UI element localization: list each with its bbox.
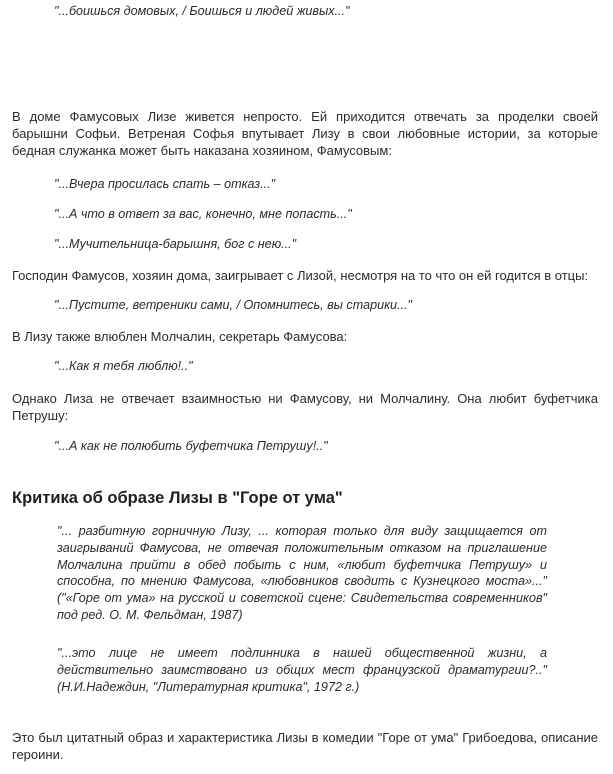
quote-bufetchik: "...А как не полюбить буфетчика Петрушу!.." [54, 439, 328, 453]
paragraph-petrusha: Однако Лиза не отвечает взаимностью ни Фамусову, ни Молчалину. Она любит буфетчика Петрушу: [12, 391, 598, 423]
critique-quote-feldman: "... разбитную горничную Лизу, ... которая только для виду защищается от заигрываний Фамусова, не отвечая положительным отказом на приглашение Молчалина прийти в обед побыть с ним, «любит буфетчика Петрушу» и способна, по мнению Фамусова, «любовников сводить с Кузнецкого моста»..." ("«Горе от ума» на русской и советской сцене: Свидетельства современников" под ред. О. М. Фельдман, 1987) [57, 524, 547, 622]
quote-domovykh: "...боишься домовых, / Боишься и людей живых..." [54, 4, 350, 18]
quote-pustite: "...Пустите, ветреники сами, / Опомнитесь, вы старики..." [54, 298, 412, 312]
paragraph-famusov-house: В доме Фамусовых Лизе живется непросто. Ей приходится отвечать за проделки своей барышни Софьи. Ветреная Софья впутывает Лизу в свои любовные истории, за которые бедная служанка может быть наказана хозяином, Фамусовым: [12, 109, 598, 158]
paragraph-famusov-flirts: Господин Фамусов, хозяин дома, заигрывает с Лизой, несмотря на то что он ей годится в отцы: [12, 268, 589, 283]
quote-muchitelnitsa: "...Мучительница-барышня, бог с нею..." [54, 237, 297, 251]
critique-heading: Критика об образе Лизы в "Горе от ума" [12, 489, 343, 507]
quote-vchera: "...Вчера просилась спать – отказ..." [54, 177, 276, 191]
quote-v-otvet: "...А что в ответ за вас, конечно, мне попасть..." [54, 207, 352, 221]
paragraph-conclusion: Это был цитатный образ и характеристика Лизы в комедии "Горе от ума" Грибоедова, описание героини. [12, 730, 598, 762]
paragraph-molchalin: В Лизу также влюблен Молчалин, секретарь Фамусова: [12, 329, 348, 344]
quote-kak-ya-lyublyu: "...Как я тебя люблю!.." [54, 359, 193, 373]
critique-quote-nadezhdin: "...это лице не имеет подлинника в нашей общественной жизни, а действительно заимствовано из общих мест французской драматургии?.." (Н.И.Надеждин, "Литературная критика", 1972 г.) [57, 646, 547, 694]
